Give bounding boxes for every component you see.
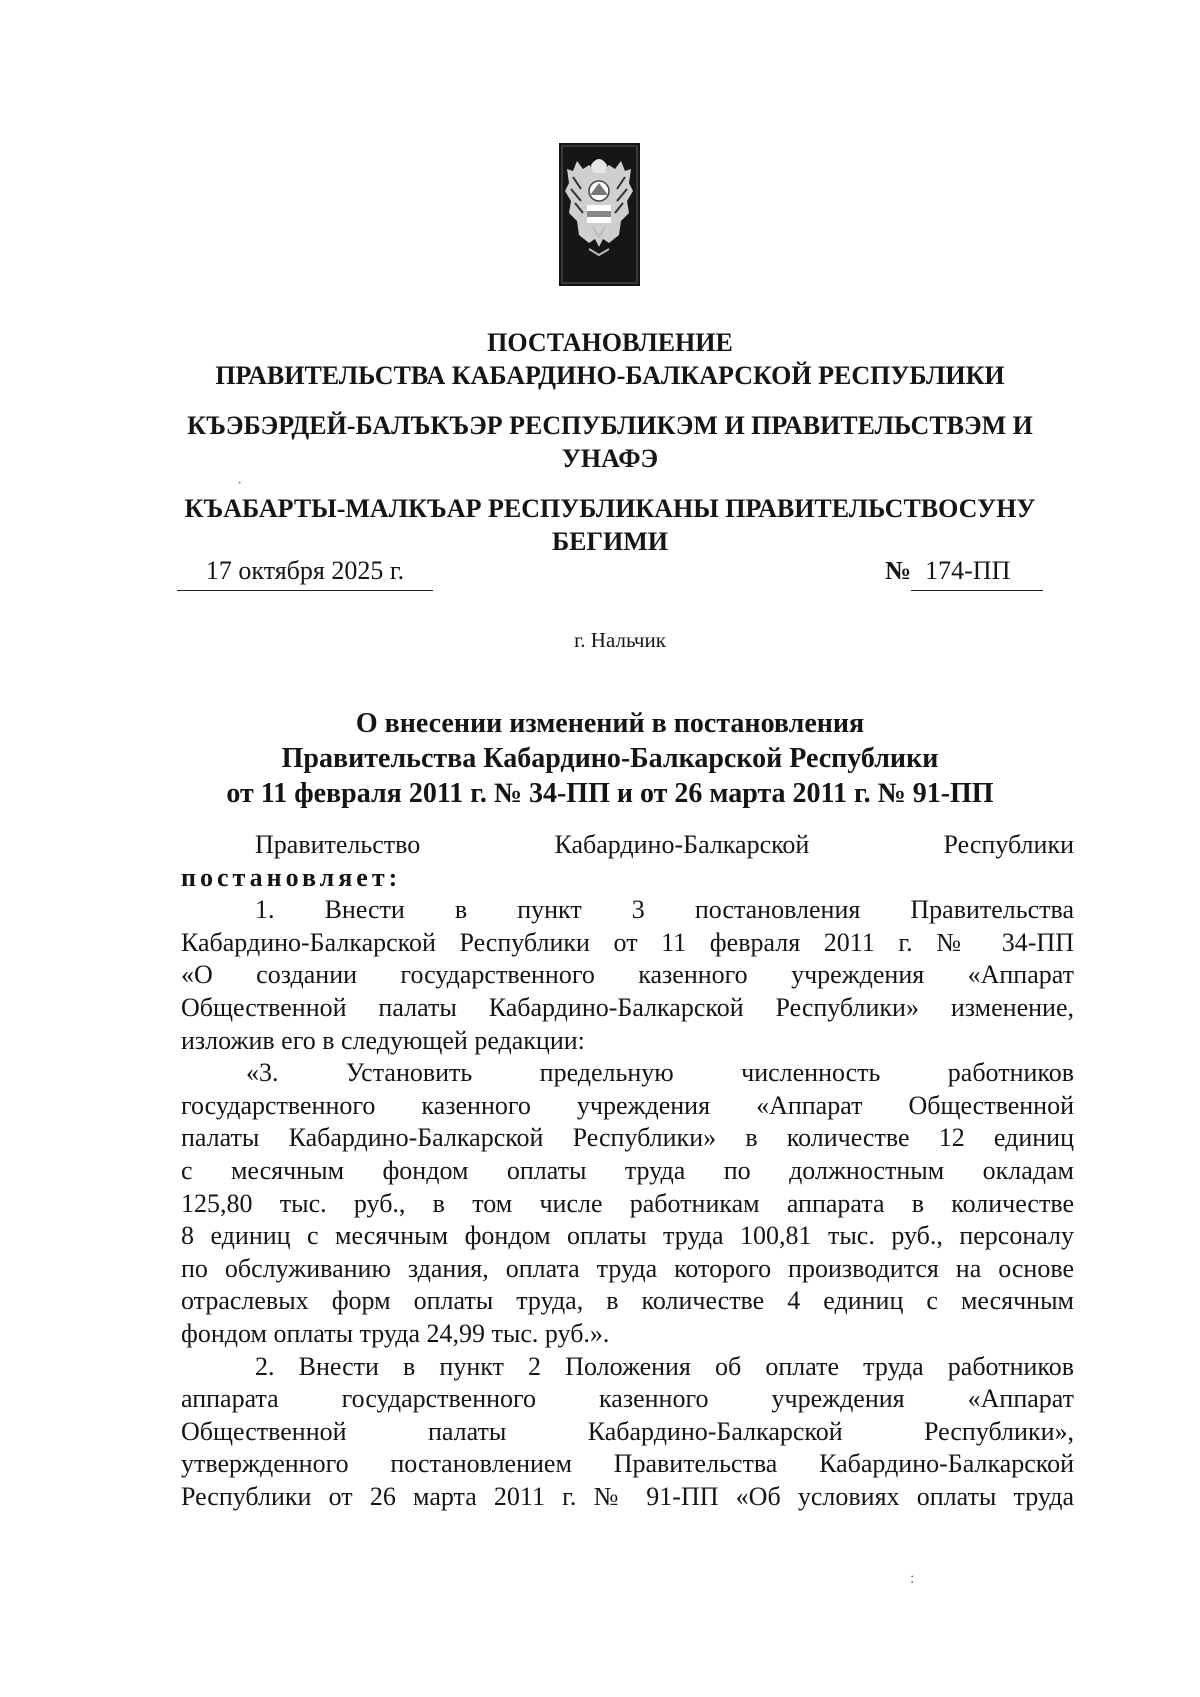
- item1-line: 1. Внести в пункт 3 постановления Правительства: [255, 895, 1074, 925]
- balkar-heading-line-2: БЕГИМИ: [551, 527, 669, 556]
- kabardian-heading-line-1: КЪЭБЭРДЕЙ-БАЛЪКЪЭР РЕСПУБЛИКЭМ И ПРАВИТЕЛЬСТВЭМ И: [187, 411, 1033, 440]
- decree-number-line: [885, 556, 1043, 591]
- scan-speck: ·: [237, 475, 243, 492]
- decree-heading-russian: [170, 326, 1050, 392]
- quote-line: палаты Кабардино-Балкарской Республики» в количестве 12 единиц: [181, 1123, 1074, 1153]
- city-name: г. Нальчик: [574, 628, 666, 652]
- quote-line: по обслуживанию здания, оплата труда которого производится на основе: [181, 1253, 1074, 1283]
- resolves-word: постановляет:: [181, 862, 402, 892]
- balkar-heading-line-1: КЪАБАРТЫ-МАЛКЪАР РЕСПУБЛИКАНЫ ПРАВИТЕЛЬСТВОСУНУ: [184, 494, 1036, 523]
- quote-line: «3. Установить предельную численность работников: [246, 1058, 1074, 1088]
- item1-line: «О создании государственного казенного учреждения «Аппарат: [181, 960, 1074, 990]
- item2-line: утвержденного постановлением Правительства Кабардино-Балкарской: [181, 1449, 1074, 1479]
- document-body: [181, 829, 1074, 1513]
- item2-line: Общественной палаты Кабардино-Балкарской Республики»,: [181, 1416, 1074, 1446]
- item1-line: изложив его в следующей редакции:: [181, 1025, 585, 1055]
- document-title-line-2: Правительства Кабардино-Балкарской Республики: [281, 743, 939, 774]
- decree-heading-line-1: ПОСТАНОВЛЕНИЕ: [487, 328, 733, 357]
- preamble-line: Правительство Кабардино-Балкарской Республики: [255, 830, 1074, 859]
- eagle-crest-icon: [559, 143, 640, 286]
- document-title-line-3: от 11 февраля 2011 г. № 34-ПП и от 26 марта 2011 г. № 91-ПП: [226, 778, 994, 809]
- decree-heading-balkar: [170, 492, 1050, 558]
- item2-line: аппарата государственного казенного учреждения «Аппарат: [181, 1384, 1074, 1414]
- number-sign: №: [885, 556, 912, 585]
- document-title-line-1: О внесении изменений в постановления: [355, 708, 865, 739]
- quote-line: государственного казенного учреждения «Аппарат Общественной: [181, 1090, 1074, 1120]
- quote-line: 8 единиц с месячным фондом оплаты труда 100,81 тыс. руб., персоналу: [181, 1221, 1074, 1251]
- scan-speck: :: [910, 1570, 915, 1587]
- decree-number: 174-ПП: [911, 556, 1043, 591]
- quote-line: с месячным фондом оплаты труда по должностным окладам: [181, 1155, 1074, 1185]
- quote-line: отраслевых форм оплаты труда, в количестве 4 единиц с месячным: [181, 1286, 1074, 1316]
- decree-heading-line-2: ПРАВИТЕЛЬСТВА КАБАРДИНО-БАЛКАРСКОЙ РЕСПУБЛИКИ: [215, 361, 1005, 390]
- quote-line: фондом оплаты труда 24,99 тыс. руб.».: [181, 1318, 610, 1348]
- document-title: [170, 706, 1050, 811]
- quote-line: 125,80 тыс. руб., в том числе работникам аппарата в количестве: [181, 1188, 1074, 1218]
- item1-line: Кабардино-Балкарской Республики от 11 февраля 2011 г. № 34-ПП: [181, 927, 1074, 957]
- decree-heading-kabardian: [170, 409, 1050, 475]
- coat-of-arms-emblem: [559, 143, 640, 286]
- item1-line: Общественной палаты Кабардино-Балкарской Республики» изменение,: [181, 992, 1074, 1022]
- preamble-resolves: [181, 862, 1074, 895]
- item2-line: Республики от 26 марта 2011 г. № 91-ПП «Об условиях оплаты труда: [181, 1481, 1074, 1511]
- kabardian-heading-line-2: УНАФЭ: [561, 444, 659, 473]
- item2-line: 2. Внести в пункт 2 Положения об оплате труда работников: [255, 1351, 1074, 1381]
- decree-date: 17 октября 2025 г.: [177, 556, 433, 591]
